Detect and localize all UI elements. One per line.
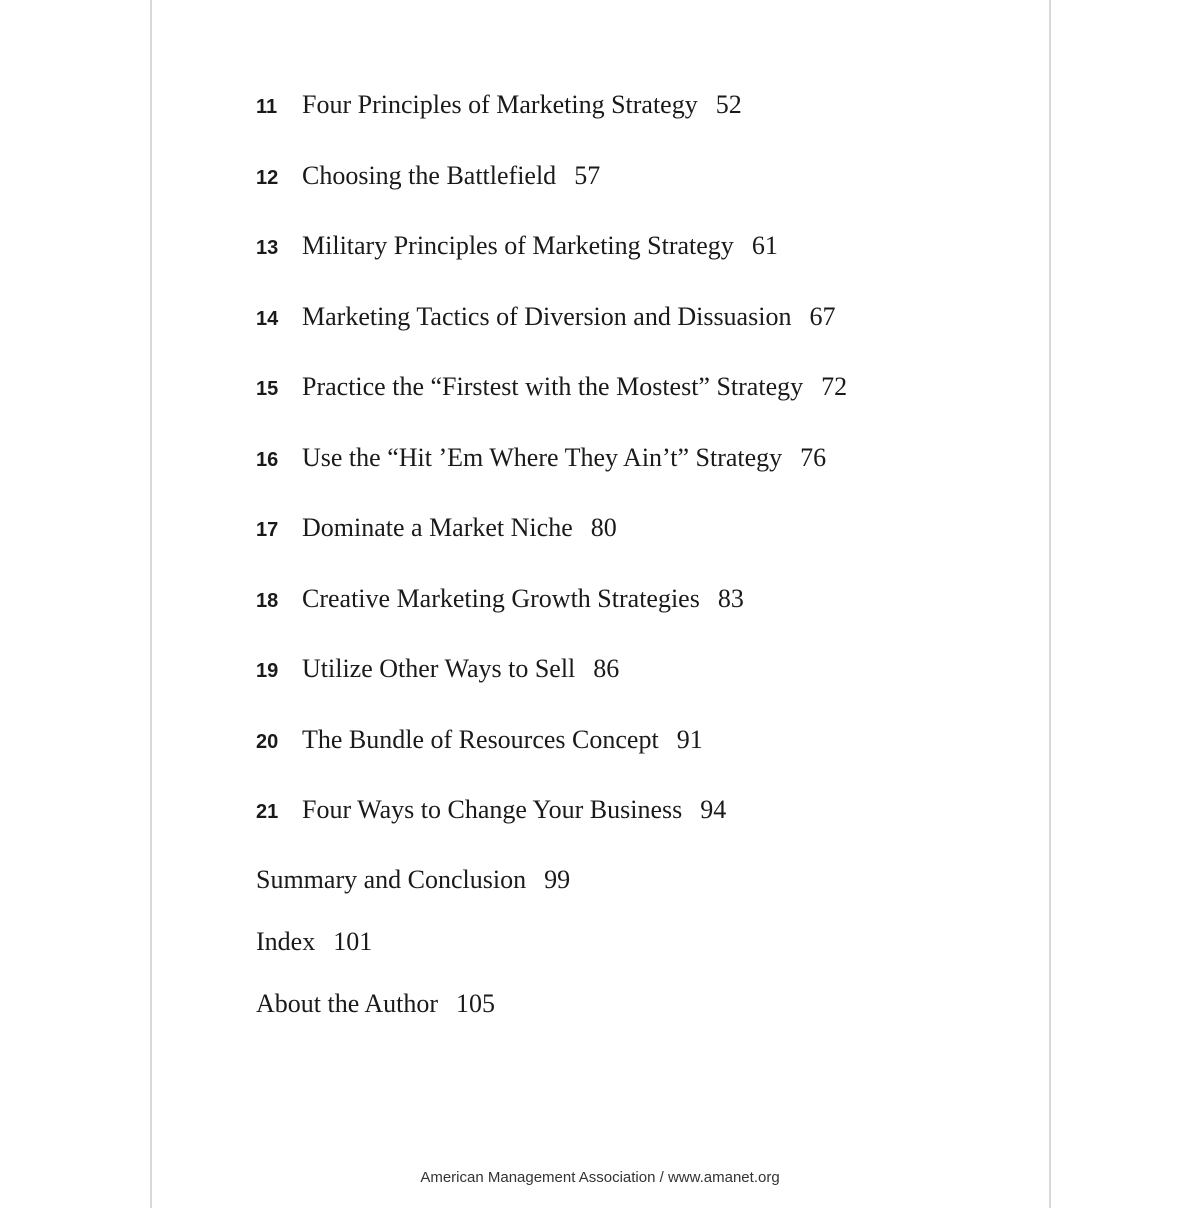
- chapter-number: 18: [256, 589, 279, 612]
- chapter-title: Four Ways to Change Your Business: [302, 795, 683, 824]
- chapter-title: Practice the “Firstest with the Mostest” Strategy: [302, 372, 804, 401]
- chapter-title: Creative Marketing Growth Strategies: [302, 583, 700, 613]
- toc-entry: [256, 725, 703, 755]
- chapter-number: 17: [256, 519, 279, 541]
- page-number: 99: [544, 865, 571, 894]
- page-number: 105: [456, 989, 495, 1018]
- chapter-number: 20: [256, 730, 279, 753]
- toc-entry-back-matter: [256, 865, 570, 895]
- section-title: Summary and Conclusion: [256, 865, 527, 894]
- page-number: 86: [593, 654, 620, 683]
- page-number: 94: [700, 795, 727, 824]
- toc-entry: [256, 161, 600, 191]
- page-number: 83: [717, 583, 744, 613]
- chapter-title: The Bundle of Resources Concept: [302, 724, 659, 754]
- chapter-number: 21: [256, 801, 279, 823]
- chapter-title: Military Principles of Marketing Strategy: [302, 231, 734, 260]
- chapter-title: Utilize Other Ways to Sell: [302, 654, 576, 683]
- toc-entry: [256, 231, 778, 261]
- toc-entry: [256, 654, 619, 684]
- section-title: Index: [256, 927, 316, 956]
- page-footer: American Management Association / www.amanet.org: [420, 1169, 780, 1186]
- toc-entry: [256, 302, 835, 332]
- chapter-number: 12: [256, 166, 279, 189]
- chapter-number: 15: [256, 378, 279, 400]
- chapter-number: 13: [256, 237, 279, 259]
- chapter-title: Dominate a Market Niche: [302, 513, 573, 542]
- page-number: 76: [800, 442, 827, 472]
- page-number: 101: [333, 927, 373, 956]
- toc-entry: [256, 90, 742, 120]
- page-number: 91: [676, 724, 703, 754]
- page-number: 52: [715, 90, 742, 119]
- chapter-title: Use the “Hit ’Em Where They Ain’t” Strategy: [302, 442, 783, 472]
- page-number: 67: [809, 301, 836, 331]
- chapter-title: Marketing Tactics of Diversion and Dissuasion: [302, 301, 792, 331]
- page-number: 80: [590, 513, 617, 542]
- toc-entry: [256, 372, 847, 402]
- toc-entry-back-matter: [256, 927, 372, 957]
- toc-entry-back-matter: [256, 989, 495, 1019]
- chapter-title: Four Principles of Marketing Strategy: [302, 90, 698, 119]
- page-number: 61: [751, 231, 778, 260]
- section-title: About the Author: [256, 989, 438, 1018]
- chapter-number: 19: [256, 660, 279, 682]
- page-number: 72: [821, 372, 848, 401]
- toc-entry: [256, 795, 726, 825]
- chapter-number: 14: [256, 307, 279, 330]
- chapter-number: 11: [256, 96, 278, 118]
- toc-entry: [256, 584, 744, 614]
- chapter-number: 16: [256, 448, 279, 471]
- chapter-title: Choosing the Battlefield: [302, 160, 557, 190]
- page-number: 57: [574, 160, 601, 190]
- toc-entry: [256, 443, 826, 473]
- toc-entry: [256, 513, 617, 543]
